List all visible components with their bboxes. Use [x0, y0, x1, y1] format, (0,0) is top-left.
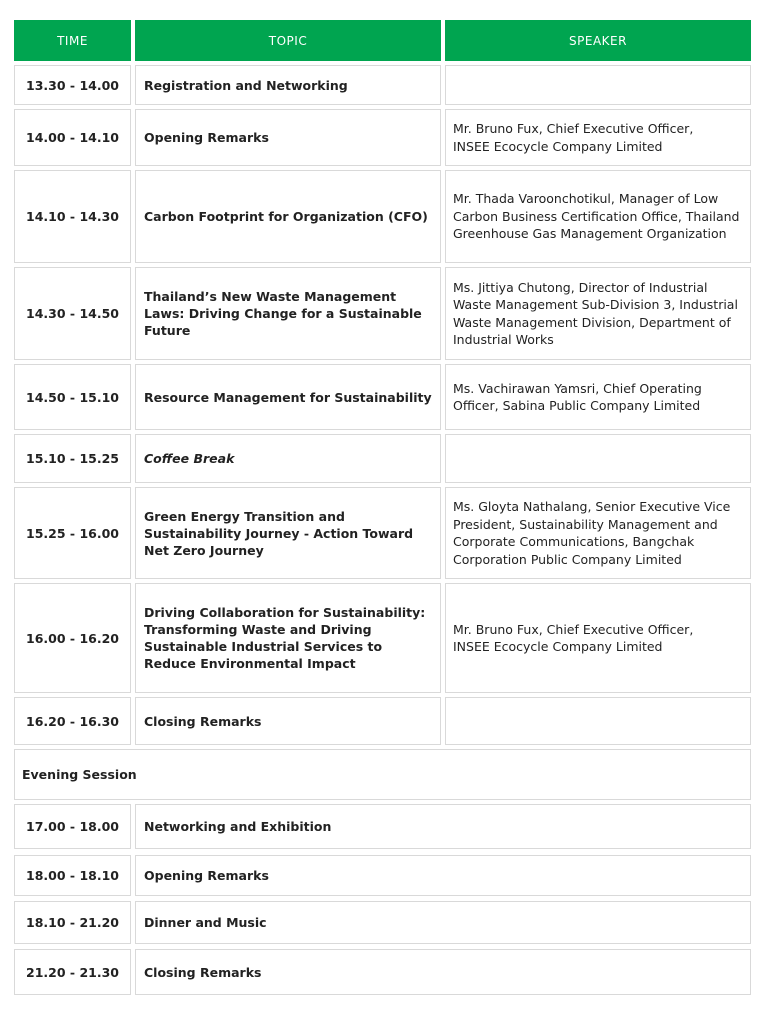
topic-cell: Networking and Exhibition	[144, 819, 332, 834]
table-row	[14, 434, 751, 483]
table-row	[14, 267, 751, 360]
table-row	[14, 949, 751, 995]
time-cell: 14.10 - 14.30	[26, 209, 119, 224]
time-cell: 14.30 - 14.50	[26, 306, 119, 321]
speaker-cell: Mr. Thada Varoonchotikul, Manager of Low Carbon Business Certification Office, Thailand Greenhouse Gas Management Organization	[453, 191, 740, 242]
table-row	[14, 901, 751, 944]
topic-cell: Closing Remarks	[144, 713, 262, 729]
time-cell: 13.30 - 14.00	[26, 77, 119, 93]
time-cell: 21.20 - 21.30	[26, 964, 119, 980]
topic-cell: Driving Collaboration for Sustainability: Transforming Waste and Driving Sustainable Industrial Services to Reduce Environmental Impact	[144, 605, 426, 671]
time-cell: 18.10 - 21.20	[26, 915, 119, 930]
time-cell: 14.50 - 15.10	[26, 389, 119, 405]
speaker-cell: Ms. Jittiya Chutong, Director of Industrial Waste Management Sub-Division 3, Industrial Waste Management Division, Department of Industrial Works	[453, 279, 738, 347]
time-cell: 15.10 - 15.25	[26, 451, 119, 466]
time-cell: 18.00 - 18.10	[26, 868, 119, 883]
topic-cell: Coffee Break	[144, 451, 235, 466]
topic-cell: Green Energy Transition and Sustainability Journey - Action Toward Net Zero Journey	[144, 508, 414, 558]
topic-cell: Opening Remarks	[144, 130, 269, 145]
table-row	[14, 804, 751, 849]
topic-cell: Carbon Footprint for Organization (CFO)	[144, 209, 428, 224]
time-cell: 17.00 - 18.00	[26, 819, 119, 834]
table-row	[14, 855, 751, 896]
header-speaker: SPEAKER	[445, 20, 751, 61]
topic-cell: Closing Remarks	[144, 964, 262, 980]
topic-cell: Dinner and Music	[144, 915, 267, 930]
speaker-cell: Mr. Bruno Fux, Chief Executive Officer, INSEE Ecocycle Company Limited	[453, 121, 694, 154]
header-time: TIME	[14, 20, 131, 61]
time-cell: 16.00 - 16.20	[26, 630, 119, 646]
topic-cell: Resource Management for Sustainability	[144, 389, 432, 405]
evening-session-label: Evening Session	[22, 767, 137, 782]
table-header	[14, 20, 751, 61]
header-topic: TOPIC	[135, 20, 441, 61]
speaker-cell: Mr. Bruno Fux, Chief Executive Officer, INSEE Ecocycle Company Limited	[453, 621, 694, 654]
table-row	[14, 487, 751, 579]
session-header-row	[14, 749, 751, 800]
topic-cell: Opening Remarks	[144, 868, 269, 883]
table-row	[14, 697, 751, 745]
speaker-cell: Ms. Gloyta Nathalang, Senior Executive Vice President, Sustainability Management and Corporate Communications, Bangchak Corporation Public Company Limited	[453, 499, 731, 567]
table-row	[14, 583, 751, 693]
topic-cell: Thailand’s New Waste Management Laws: Driving Change for a Sustainable Future	[144, 289, 422, 338]
table-row	[14, 170, 751, 263]
table-row	[14, 364, 751, 430]
topic-cell: Registration and Networking	[144, 77, 348, 93]
table-row	[14, 65, 751, 105]
speaker-cell: Ms. Vachirawan Yamsri, Chief Operating Officer, Sabina Public Company Limited	[453, 380, 702, 413]
time-cell: 16.20 - 16.30	[26, 713, 119, 729]
time-cell: 14.00 - 14.10	[26, 130, 119, 145]
table-row	[14, 109, 751, 166]
time-cell: 15.25 - 16.00	[26, 525, 119, 541]
